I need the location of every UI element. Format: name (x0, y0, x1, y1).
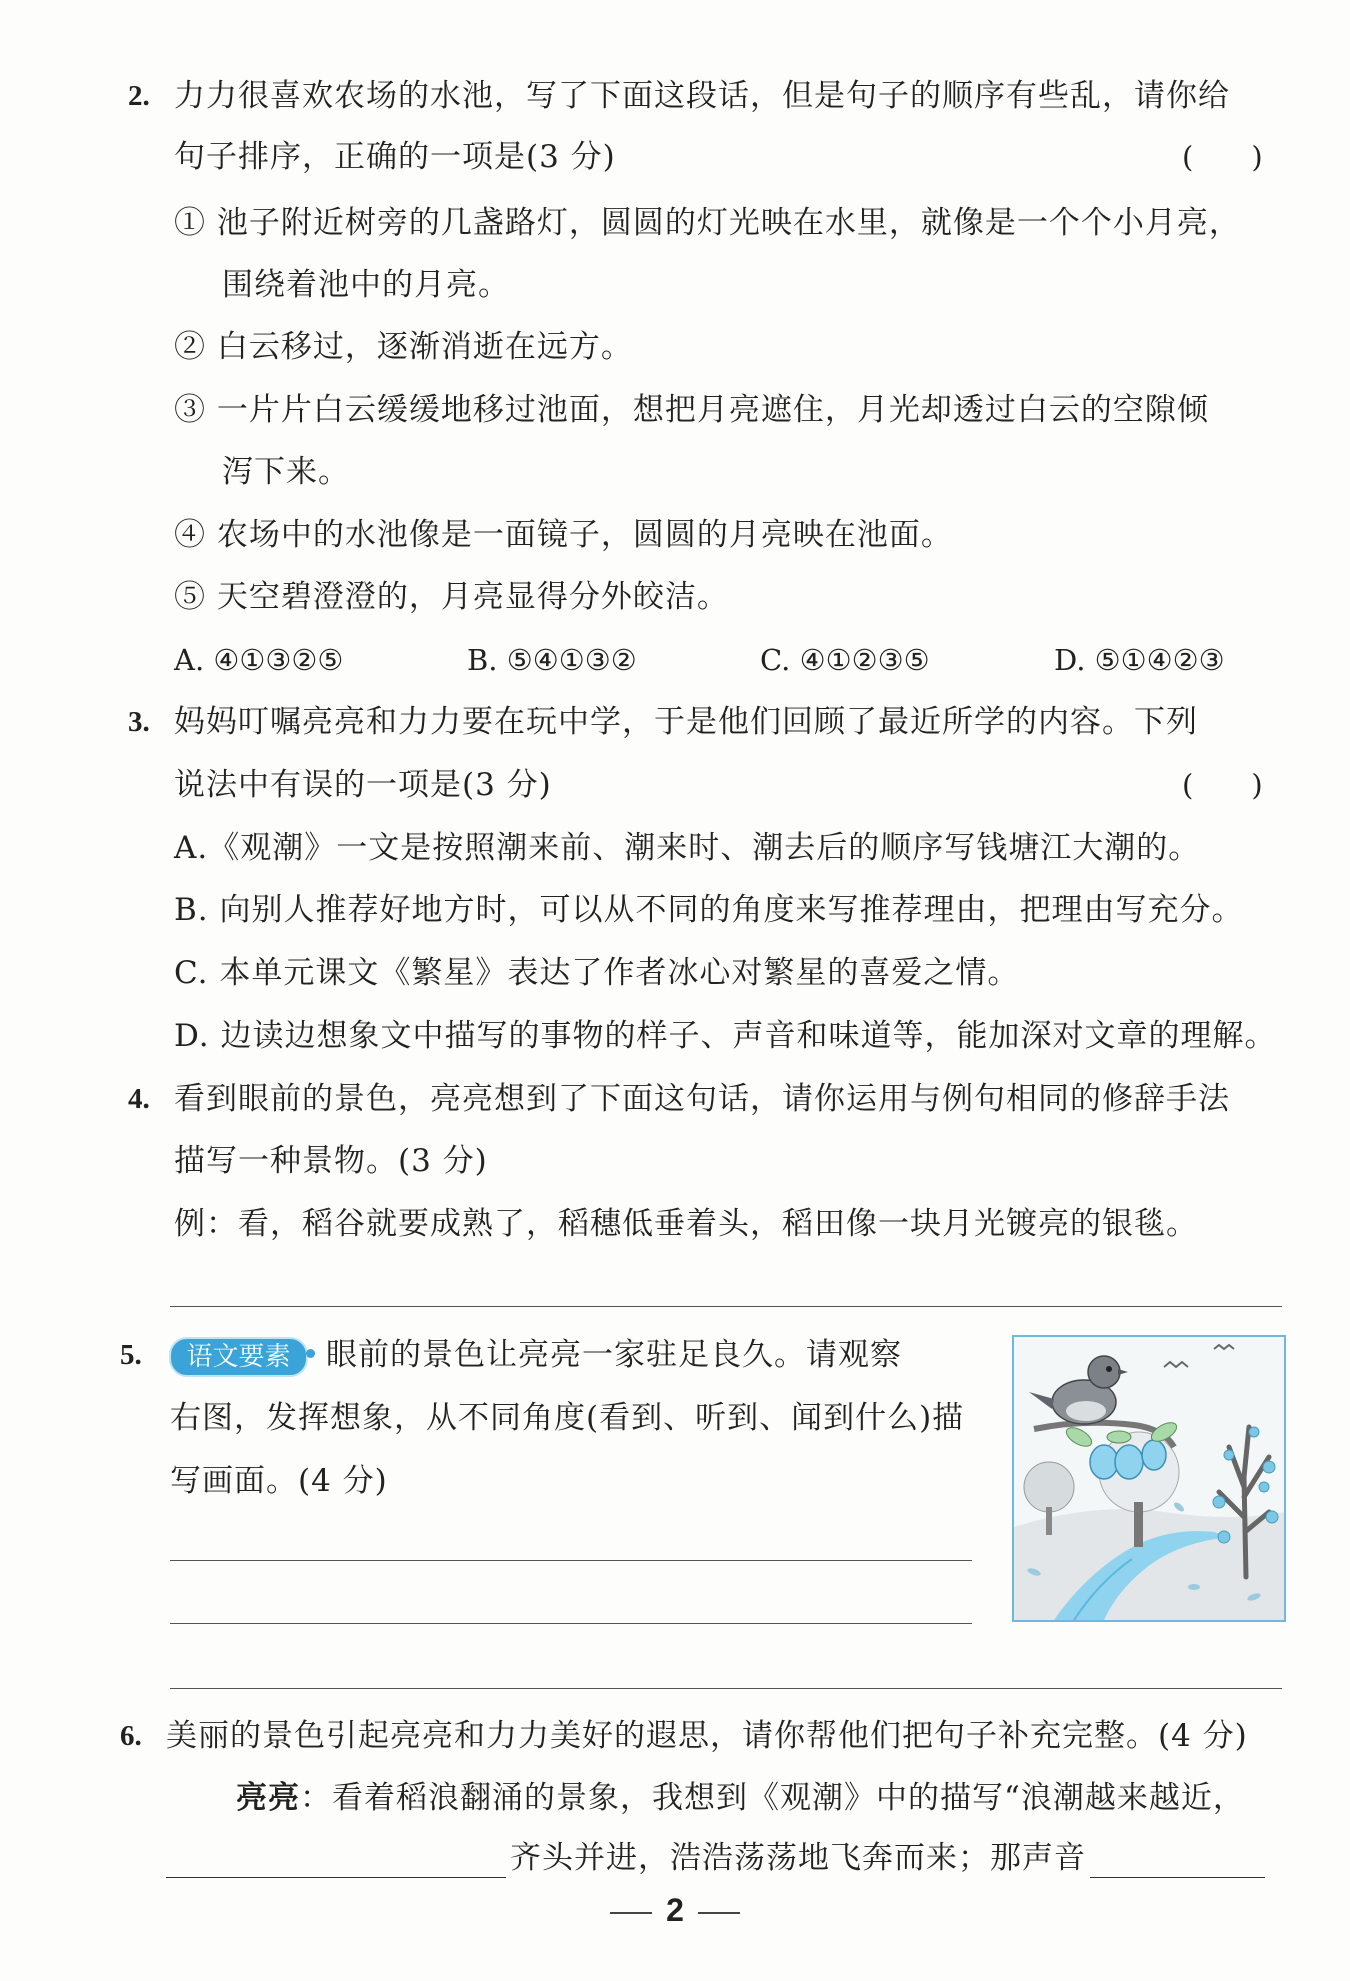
q2-item-5: ⑤ 天空碧澄澄的，月亮显得分外皎洁。 (174, 579, 729, 615)
q4-stem-line2: 描写一种景物。(3 分) (174, 1143, 488, 1179)
q2-option-c[interactable]: C. ④①②③⑤ (760, 643, 930, 677)
dash-left (610, 1912, 652, 1914)
q3-number: 3. (128, 706, 150, 738)
q6-number: 6. (120, 1720, 142, 1752)
q6-line3 (166, 1838, 1265, 1878)
q5-stem-line2: 右图，发挥想象，从不同角度(看到、听到、闻到什么)描 (170, 1400, 965, 1436)
page-number-value: 2 (666, 1892, 684, 1928)
q3-option-c[interactable]: C. 本单元课文《繁星》表达了作者冰心对繁星的喜爱之情。 (174, 955, 1020, 991)
q6-line2 (236, 1778, 1245, 1818)
q6-fill-blank-1[interactable] (166, 1847, 506, 1878)
q4-example: 例：看，稻谷就要成熟了，稻穗低垂着头，稻田像一块月光镀亮的银毯。 (174, 1206, 1198, 1242)
dash-right (698, 1912, 740, 1914)
q2-number: 2. (128, 80, 150, 112)
q3-answer-paren[interactable]: ( ) (1182, 768, 1263, 802)
q5-answer-line-2[interactable] (170, 1623, 972, 1624)
q5-stem-line3: 写画面。(4 分) (170, 1463, 388, 1499)
q2-item-4: ④ 农场中的水池像是一面镜子，圆圆的月亮映在池面。 (174, 517, 953, 553)
q2-stem-line2: 句子排序，正确的一项是(3 分) (174, 139, 616, 175)
q3-stem-line1: 妈妈叮嘱亮亮和力力要在玩中学，于是他们回顾了最近所学的内容。下列 (174, 704, 1198, 740)
q5-answer-line-3[interactable] (170, 1688, 1282, 1689)
q4-stem-line1: 看到眼前的景色，亮亮想到了下面这句话，请你运用与例句相同的修辞手法 (174, 1081, 1230, 1117)
q2-item-1-cont: 围绕着池中的月亮。 (222, 267, 510, 303)
q2-option-d[interactable]: D. ⑤①④②③ (1054, 643, 1225, 677)
q2-item-3-cont: 泻下来。 (222, 454, 350, 490)
q4-answer-line[interactable] (170, 1306, 1282, 1307)
q2-option-a[interactable]: A. ④①③②⑤ (174, 643, 344, 677)
q5-number: 5. (120, 1339, 142, 1371)
q3-stem-line2: 说法中有误的一项是(3 分) (174, 767, 552, 803)
q2-item-2: ② 白云移过，逐渐消逝在远方。 (174, 329, 633, 365)
q2-item-3: ③ 一片片白云缓缓地移过池面，想把月亮遮住，月光却透过白云的空隙倾 (174, 392, 1209, 428)
bird-pear-tree-stream-illustration (1012, 1335, 1286, 1622)
q2-stem-line1: 力力很喜欢农场的水池，写了下面这段话，但是句子的顺序有些乱，请你给 (174, 78, 1230, 114)
q5-category-tag: 语文要素 (169, 1337, 308, 1377)
q3-option-d[interactable]: D. 边读边想象文中描写的事物的样子、声音和味道等，能加深对文章的理解。 (174, 1018, 1277, 1054)
q3-option-b[interactable]: B. 向别人推荐好地方时，可以从不同的角度来写推荐理由，把理由写充分。 (174, 892, 1244, 928)
q2-item-1: ① 池子附近树旁的几盏路灯，圆圆的灯光映在水里，就像是一个个小月亮， (174, 205, 1241, 241)
q6-line3-text: 齐头并进，浩浩荡荡地飞奔而来；那声音 (510, 1840, 1086, 1876)
q2-answer-paren[interactable]: ( ) (1182, 140, 1263, 174)
q6-fill-blank-2[interactable] (1090, 1847, 1265, 1878)
page-number (0, 1892, 1350, 1929)
q5-answer-line-1[interactable] (170, 1560, 972, 1561)
tag-dot-icon (306, 1349, 315, 1358)
speaker-name: 亮亮 (236, 1780, 300, 1816)
q6-line2-text: ：看着稻浪翻涌的景象，我想到《观潮》中的描写“浪潮越来越近， (300, 1780, 1245, 1816)
q6-stem: 美丽的景色引起亮亮和力力美好的遐思，请你帮他们把句子补充完整。(4 分) (166, 1718, 1248, 1754)
q4-number: 4. (128, 1083, 150, 1115)
q3-option-a[interactable]: A.《观潮》一文是按照潮来前、潮来时、潮去后的顺序写钱塘江大潮的。 (174, 830, 1201, 866)
q2-option-b[interactable]: B. ⑤④①③② (467, 643, 637, 677)
q5-stem-line1: 眼前的景色让亮亮一家驻足良久。请观察 (326, 1337, 902, 1373)
